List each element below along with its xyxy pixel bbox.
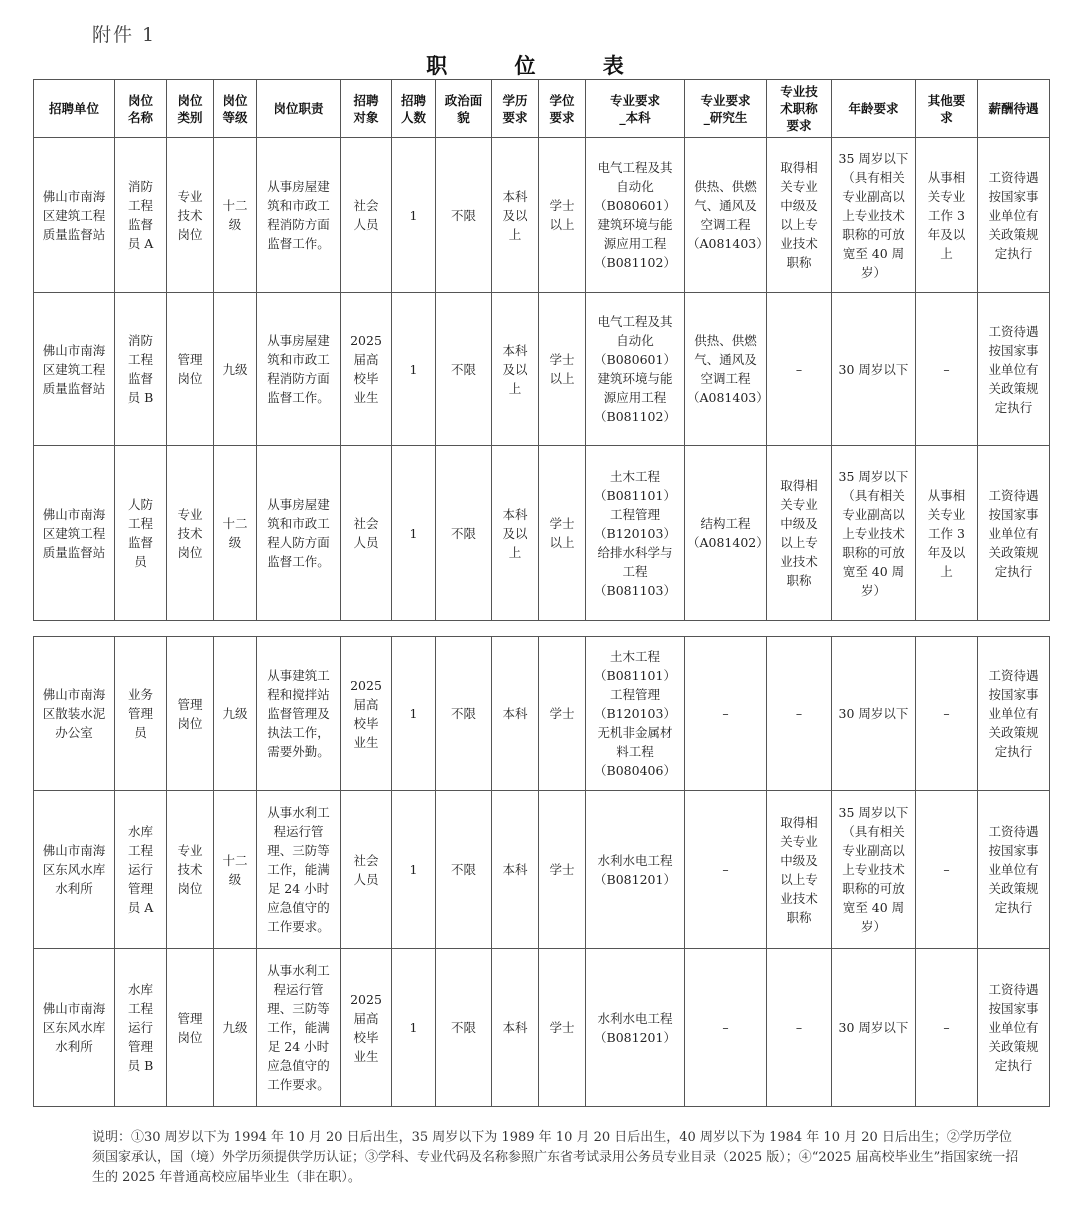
table-cell: 佛山市南海 区东风水库 水利所 (34, 949, 115, 1107)
table-cell: 从事建筑工 程和搅拌站 监督管理及 执法工作， 需要外勤。 (257, 637, 341, 791)
table-cell: 社会 人员 (341, 138, 392, 293)
table-cell: 35 周岁以下 （具有相关 专业副高以 上专业技术 职称的可放 宽至 40 周 岁） (832, 138, 916, 293)
table-cell: 本科 (492, 791, 539, 949)
table-cell: 学士 (539, 949, 586, 1107)
table-cell: 水库 工程 运行 管理 员 B (115, 949, 167, 1107)
table-cell: 人防 工程 监督 员 (115, 446, 167, 621)
table-cell: 1 (392, 949, 436, 1107)
table-row (34, 138, 1050, 293)
header-cell: 薪酬待遇 (978, 80, 1050, 138)
table-cell: 本科 及以 上 (492, 293, 539, 446)
table-cell: 不限 (436, 446, 492, 621)
table-cell: 本科 及以 上 (492, 138, 539, 293)
header-cell: 学位 要求 (539, 80, 586, 138)
header-cell: 政治面 貌 (436, 80, 492, 138)
table-row (34, 637, 1050, 791)
header-cell: 岗位职责 (257, 80, 341, 138)
table-cell: 1 (392, 637, 436, 791)
header-cell: 年龄要求 (832, 80, 916, 138)
table-cell: 不限 (436, 637, 492, 791)
table-cell: 不限 (436, 949, 492, 1107)
header-cell: 专业要求 _本科 (586, 80, 685, 138)
table-cell: 管理 岗位 (167, 949, 214, 1107)
table-cell: 九级 (214, 637, 257, 791)
table-cell: 专业 技术 岗位 (167, 791, 214, 949)
table-cell: 取得相 关专业 中级及 以上专 业技术 职称 (767, 791, 832, 949)
table-cell: 九级 (214, 949, 257, 1107)
table-cell: 供热、供燃 气、通风及 空调工程 （A081403） (685, 138, 767, 293)
table-cell: 专业 技术 岗位 (167, 138, 214, 293)
table-cell: – (916, 293, 978, 446)
table-cell: 1 (392, 138, 436, 293)
table-cell: 十二 级 (214, 138, 257, 293)
table-cell: 2025 届高 校毕 业生 (341, 293, 392, 446)
table-cell: 35 周岁以下 （具有相关 专业副高以 上专业技术 职称的可放 宽至 40 周 岁） (832, 791, 916, 949)
table-cell: 本科 及以 上 (492, 446, 539, 621)
table-cell: 佛山市南海 区散装水泥 办公室 (34, 637, 115, 791)
table-cell: 消防 工程 监督 员 A (115, 138, 167, 293)
table-cell: – (916, 949, 978, 1107)
header-cell: 学历 要求 (492, 80, 539, 138)
table-cell: 工资待遇 按国家事 业单位有 关政策规 定执行 (978, 949, 1050, 1107)
table-cell: 30 周岁以下 (832, 293, 916, 446)
header-cell: 招聘 人数 (392, 80, 436, 138)
table-cell: – (685, 637, 767, 791)
table-cell: 九级 (214, 293, 257, 446)
table-cell: 业务 管理 员 (115, 637, 167, 791)
table-cell: 2025 届高 校毕 业生 (341, 637, 392, 791)
table-cell: 管理 岗位 (167, 293, 214, 446)
table-cell: – (685, 791, 767, 949)
table-cell: 30 周岁以下 (832, 637, 916, 791)
table-cell: 35 周岁以下 （具有相关 专业副高以 上专业技术 职称的可放 宽至 40 周 岁） (832, 446, 916, 621)
table-cell: 学士 以上 (539, 293, 586, 446)
table-cell: 从事房屋建 筑和市政工 程消防方面 监督工作。 (257, 138, 341, 293)
table-cell: 工资待遇 按国家事 业单位有 关政策规 定执行 (978, 791, 1050, 949)
table-cell: 不限 (436, 791, 492, 949)
table-cell: 不限 (436, 138, 492, 293)
table-cell: 从事水利工 程运行管 理、三防等 工作，能满 足 24 小时 应急值守的 工作要求。 (257, 791, 341, 949)
header-cell: 其他要 求 (916, 80, 978, 138)
table-cell: 十二 级 (214, 791, 257, 949)
table-cell: 工资待遇 按国家事 业单位有 关政策规 定执行 (978, 293, 1050, 446)
header-cell: 专业要求 _研究生 (685, 80, 767, 138)
table-cell: 水利水电工程 （B081201） (586, 791, 685, 949)
table-cell: 不限 (436, 293, 492, 446)
table-cell: 电气工程及其 自动化 （B080601） 建筑环境与能 源应用工程 （B081102） (586, 138, 685, 293)
table-cell: – (767, 293, 832, 446)
table-cell: 专业 技术 岗位 (167, 446, 214, 621)
table-cell: 本科 (492, 637, 539, 791)
table-cell: 1 (392, 791, 436, 949)
footnote: 说明：①30 周岁以下为 1994 年 10 月 20 日后出生，35 周岁以下为 1989 年 10 月 20 日后出生，40 周岁以下为 1984 年 10 月 20 日后出生；②学历学位须国家承认，国（境）外学历须提供学历认证；③学科、专业代码及名称参照广东省考试录用公务员专业目录（2025 版）；④“2025 届高校毕业生”指国家统一招生的 2025 年普通高校应届毕业生（非在职）。 (92, 1130, 1019, 1185)
table-cell: 工资待遇 按国家事 业单位有 关政策规 定执行 (978, 637, 1050, 791)
header-cell: 岗位 等级 (214, 80, 257, 138)
table-cell: 取得相 关专业 中级及 以上专 业技术 职称 (767, 138, 832, 293)
attachment-label: 附件 1 (92, 24, 157, 46)
table-cell: 消防 工程 监督 员 B (115, 293, 167, 446)
positions-table-part-1 (33, 79, 1050, 621)
table-cell: 土木工程 （B081101） 工程管理 （B120103） 给排水科学与 工程 （B081103） (586, 446, 685, 621)
table-cell: 社会 人员 (341, 791, 392, 949)
table-cell: 学士 以上 (539, 138, 586, 293)
table-cell: 2025 届高 校毕 业生 (341, 949, 392, 1107)
table-cell: 佛山市南海 区建筑工程 质量监督站 (34, 293, 115, 446)
table-cell: 结构工程 （A081402） (685, 446, 767, 621)
table-row (34, 949, 1050, 1107)
table-cell: 十二 级 (214, 446, 257, 621)
table-cell: 土木工程 （B081101） 工程管理 （B120103） 无机非金属材 料工程 （B080406） (586, 637, 685, 791)
table-cell: 从事相 关专业 工作 3 年及以 上 (916, 446, 978, 621)
table-cell: 1 (392, 293, 436, 446)
table-row (34, 446, 1050, 621)
header-cell: 岗位 名称 (115, 80, 167, 138)
header-cell: 招聘单位 (34, 80, 115, 138)
table-cell: 从事相 关专业 工作 3 年及以 上 (916, 138, 978, 293)
header-cell: 岗位 类别 (167, 80, 214, 138)
table-cell: 学士 (539, 637, 586, 791)
table-cell: 佛山市南海 区东风水库 水利所 (34, 791, 115, 949)
table-cell: 从事房屋建 筑和市政工 程人防方面 监督工作。 (257, 446, 341, 621)
table-cell: 管理 岗位 (167, 637, 214, 791)
table-cell: 本科 (492, 949, 539, 1107)
table-cell: 工资待遇 按国家事 业单位有 关政策规 定执行 (978, 138, 1050, 293)
header-cell: 招聘 对象 (341, 80, 392, 138)
table-cell: – (916, 791, 978, 949)
table-cell: – (767, 637, 832, 791)
table-cell: 水利水电工程 （B081201） (586, 949, 685, 1107)
table-cell: 佛山市南海 区建筑工程 质量监督站 (34, 446, 115, 621)
table-cell: 工资待遇 按国家事 业单位有 关政策规 定执行 (978, 446, 1050, 621)
table-cell: 30 周岁以下 (832, 949, 916, 1107)
header-row (34, 80, 1050, 138)
table-cell: 社会 人员 (341, 446, 392, 621)
table-cell: – (916, 637, 978, 791)
page-title: 职 位 表 (426, 54, 654, 78)
header-cell: 专业技 术职称 要求 (767, 80, 832, 138)
table-cell: 1 (392, 446, 436, 621)
table-cell: – (685, 949, 767, 1107)
table-cell: 供热、供燃 气、通风及 空调工程 （A081403） (685, 293, 767, 446)
table-cell: 水库 工程 运行 管理 员 A (115, 791, 167, 949)
table-cell: 学士 以上 (539, 446, 586, 621)
table-row (34, 791, 1050, 949)
table-cell: 学士 (539, 791, 586, 949)
table-cell: – (767, 949, 832, 1107)
table-cell: 取得相 关专业 中级及 以上专 业技术 职称 (767, 446, 832, 621)
positions-table-part-2 (33, 636, 1050, 1107)
table-cell: 从事水利工 程运行管 理、三防等 工作，能满 足 24 小时 应急值守的 工作要求。 (257, 949, 341, 1107)
table-cell: 佛山市南海 区建筑工程 质量监督站 (34, 138, 115, 293)
table-cell: 电气工程及其 自动化 （B080601） 建筑环境与能 源应用工程 （B081102） (586, 293, 685, 446)
table-cell: 从事房屋建 筑和市政工 程消防方面 监督工作。 (257, 293, 341, 446)
table-row (34, 293, 1050, 446)
